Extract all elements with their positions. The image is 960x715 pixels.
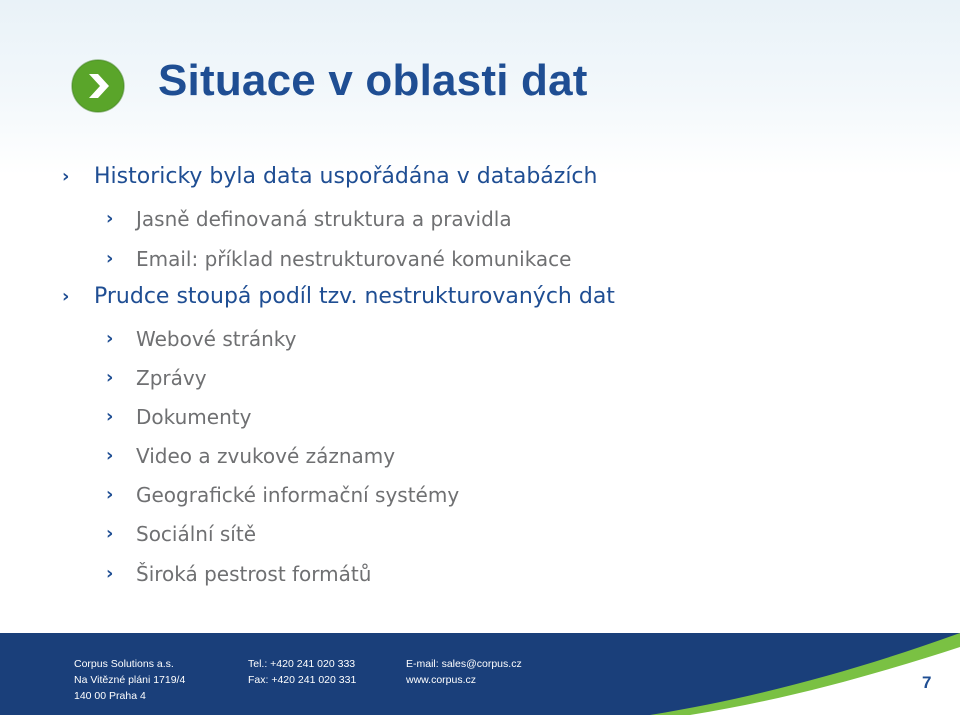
bullet-text: Jasně definovaná struktura a pravidla <box>136 207 512 231</box>
footer-street: Na Vitězné pláni 1719/4 <box>74 674 186 686</box>
footer-contacts <box>406 656 522 688</box>
bullet-marker-icon: › <box>62 286 70 307</box>
bullet-marker-icon: › <box>106 248 114 269</box>
footer-web[interactable]: www.corpus.cz <box>406 674 477 686</box>
footer-phones <box>248 656 356 688</box>
bullet-text: Geografické informační systémy <box>136 483 460 507</box>
bullet-text: Dokumenty <box>136 405 252 429</box>
bullet-text: Video a zvukové záznamy <box>136 444 396 468</box>
bullet-marker-icon: › <box>62 166 70 187</box>
footer-company: Corpus Solutions a.s. <box>74 658 174 670</box>
bullet-text: Historicky byla data uspořádána v databázích <box>94 164 598 189</box>
bullet-text: Webové stránky <box>136 327 297 351</box>
bullet-text: Zprávy <box>136 366 207 390</box>
bullet-marker-icon: › <box>106 367 114 388</box>
footer-address <box>74 656 185 704</box>
bullet-marker-icon: › <box>106 523 114 544</box>
bullet-marker-icon: › <box>106 328 114 349</box>
page-title: Situace v oblasti dat <box>158 56 588 105</box>
footer-tel: Tel.: +420 241 020 333 <box>248 658 356 670</box>
bullet-marker-icon: › <box>106 208 114 229</box>
bullet-marker-icon: › <box>106 406 114 427</box>
bullet-marker-icon: › <box>106 484 114 505</box>
bullet-text: Email: příklad nestrukturované komunikace <box>136 247 572 271</box>
bullet-marker-icon: › <box>106 563 114 584</box>
page-number: 7 <box>922 673 932 692</box>
footer-email[interactable]: E-mail: sales@corpus.cz <box>406 658 522 670</box>
bullet-text: Prudce stoupá podíl tzv. nestrukturovaných dat <box>94 284 615 309</box>
chevron-right-circle-icon <box>70 58 126 114</box>
footer-fax: Fax: +420 241 020 331 <box>248 674 357 686</box>
bullet-text: Sociální sítě <box>136 522 257 546</box>
footer-city: 140 00 Praha 4 <box>74 690 146 702</box>
bullet-text: Široká pestrost formátů <box>136 562 372 586</box>
bullet-marker-icon: › <box>106 445 114 466</box>
